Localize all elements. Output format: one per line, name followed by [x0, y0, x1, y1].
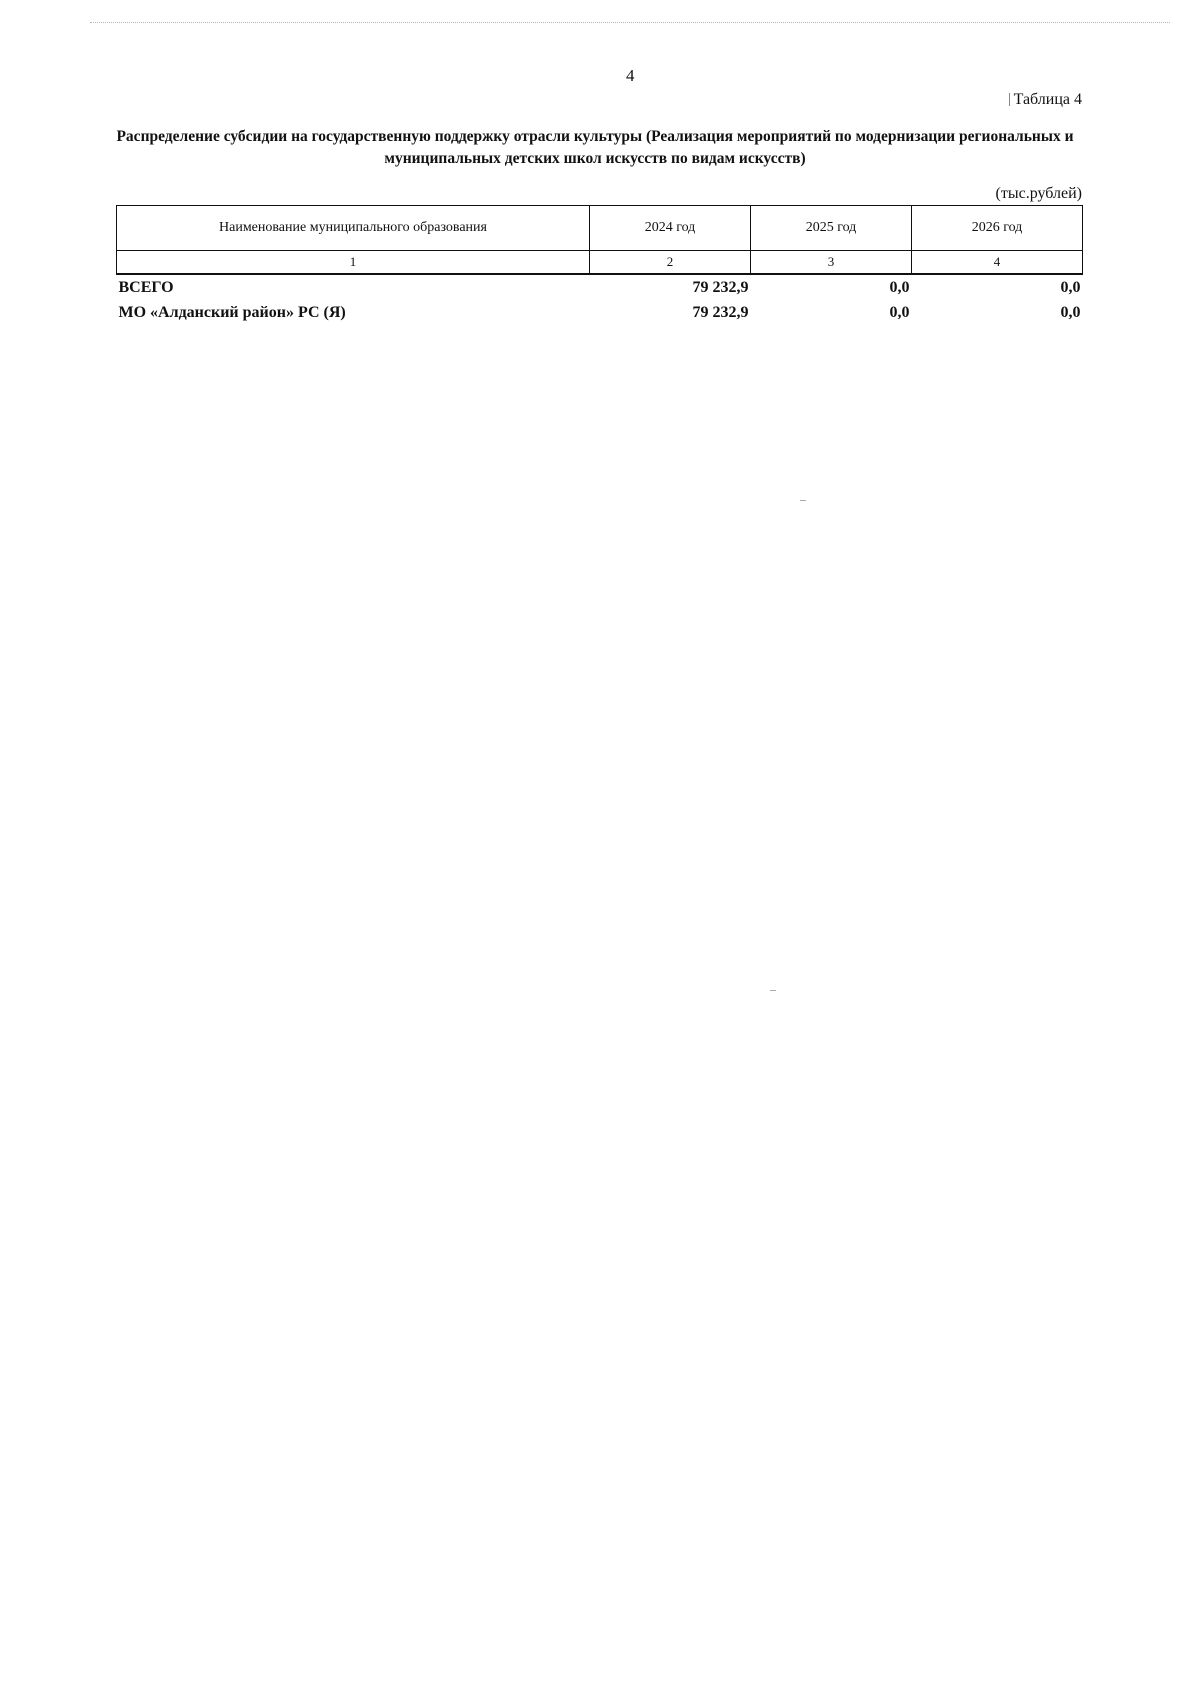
scan-speck	[800, 500, 806, 501]
table-label: Таблица 4	[1013, 91, 1082, 108]
header-year-2025: 2025 год	[751, 206, 912, 251]
scan-speck	[770, 990, 776, 991]
header-year-2026: 2026 год	[912, 206, 1083, 251]
table-row-total	[117, 274, 1083, 300]
column-number-1: 1	[117, 251, 590, 275]
document-title: Распределение субсидии на государственную поддержку отрасли культуры (Реализация мероприятий по модернизации региональных и муниципальных детских школ искусств по видам искусств)	[116, 128, 1074, 167]
subsidy-distribution-table	[116, 205, 1083, 325]
column-number-4: 4	[912, 251, 1083, 275]
table-row-aldan	[117, 300, 1083, 325]
row-name: ВСЕГО	[118, 278, 174, 296]
value-2024: 79 232,9	[692, 278, 749, 296]
column-number-row	[117, 251, 1083, 275]
header-year-2024: 2024 год	[590, 206, 751, 251]
value-2026: 0,0	[1060, 278, 1081, 296]
table-header-row	[117, 206, 1083, 251]
scan-artifact-line	[90, 22, 1170, 23]
column-number-3: 3	[751, 251, 912, 275]
page-number: 4	[626, 66, 635, 85]
value-2024: 79 232,9	[692, 303, 749, 321]
value-2025: 0,0	[889, 278, 910, 296]
row-name: МО «Алданский район» РС (Я)	[118, 303, 346, 321]
column-number-2: 2	[590, 251, 751, 275]
unit-label: (тыс.рублей)	[995, 185, 1082, 202]
value-2025: 0,0	[889, 303, 910, 321]
header-municipality: Наименование муниципального образования	[117, 206, 590, 251]
value-2026: 0,0	[1060, 303, 1081, 321]
